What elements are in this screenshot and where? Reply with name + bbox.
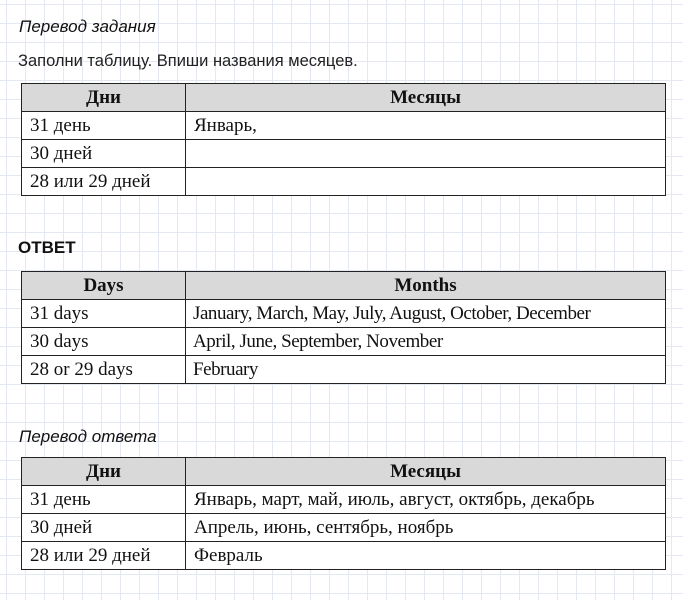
- months-cell: Январь, март, май, июль, август, октябрь, декабрь: [186, 486, 666, 514]
- days-cell: 31 день: [22, 486, 186, 514]
- task-table: [21, 83, 666, 196]
- months-column-header: Месяцы: [186, 84, 666, 112]
- months-cell: [186, 168, 666, 196]
- months-cell: Февраль: [186, 542, 666, 570]
- answer-translation-table: [21, 457, 666, 570]
- days-cell: 31 день: [22, 112, 186, 140]
- days-cell: 30 days: [22, 328, 186, 356]
- months-cell: January, March, May, July, August, October, December: [186, 300, 666, 328]
- table-row: [22, 486, 666, 514]
- table-row: [22, 300, 666, 328]
- table-row: [22, 542, 666, 570]
- days-column-header: Дни: [22, 84, 186, 112]
- days-cell: 28 или 29 дней: [22, 168, 186, 196]
- months-column-header: Months: [186, 272, 666, 300]
- table-header-row: [22, 458, 666, 486]
- days-cell: 28 or 29 days: [22, 356, 186, 384]
- answer-table: [21, 271, 666, 384]
- table-row: [22, 168, 666, 196]
- task-instruction: Заполни таблицу. Впиши названия месяцев.: [18, 52, 358, 70]
- table-row: [22, 140, 666, 168]
- days-cell: 30 дней: [22, 514, 186, 542]
- days-column-header: Days: [22, 272, 186, 300]
- table-row: [22, 328, 666, 356]
- task-translation-heading: Перевод задания: [19, 17, 156, 36]
- months-cell: February: [186, 356, 666, 384]
- months-cell: [186, 140, 666, 168]
- table-header-row: [22, 272, 666, 300]
- days-cell: 28 или 29 дней: [22, 542, 186, 570]
- days-column-header: Дни: [22, 458, 186, 486]
- answer-heading: ОТВЕТ: [18, 238, 76, 257]
- days-cell: 30 дней: [22, 140, 186, 168]
- answer-translation-heading: Перевод ответа: [19, 427, 157, 446]
- days-cell: 31 days: [22, 300, 186, 328]
- months-cell: Апрель, июнь, сентябрь, ноябрь: [186, 514, 666, 542]
- months-cell: April, June, September, November: [186, 328, 666, 356]
- table-header-row: [22, 84, 666, 112]
- table-row: [22, 112, 666, 140]
- table-row: [22, 514, 666, 542]
- table-row: [22, 356, 666, 384]
- months-cell: Январь,: [186, 112, 666, 140]
- months-column-header: Месяцы: [186, 458, 666, 486]
